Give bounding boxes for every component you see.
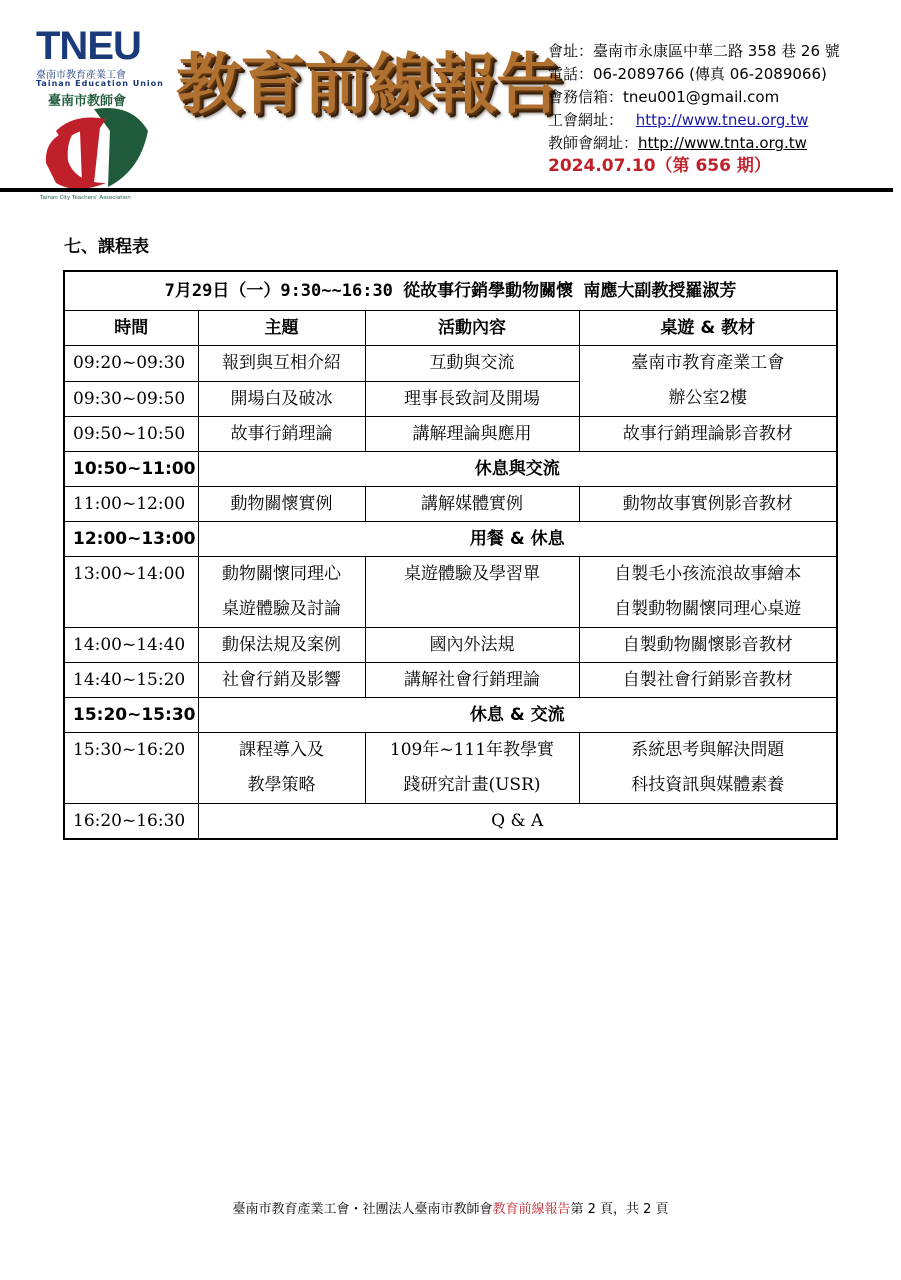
row-merged-label: 休息 & 交流 [198, 698, 837, 733]
row-activity: 講解社會行銷理論 [365, 663, 579, 698]
row-topic [198, 557, 365, 628]
schedule-title-row [64, 271, 837, 311]
svg-text:Tainan City Teachers' Associat: Tainan City Teachers' Association [40, 195, 131, 201]
row-material-line-1: 系統思考與解決問題 [631, 740, 785, 760]
row-time: 14:40~15:20 [64, 663, 198, 698]
union-website-link[interactable]: http://www.tneu.org.tw [635, 111, 809, 129]
logo-chinese-name: 臺南市教育產業工會 [36, 70, 126, 81]
row-activity: 桌遊體驗及學習單 [365, 557, 579, 628]
email-text: 會務信箱：tneu001@gmail.com [548, 88, 780, 106]
row-time: 15:30~16:20 [64, 733, 198, 804]
row-time: 15:20~15:30 [64, 698, 198, 733]
phone-text: 電話：06-2089766 (傳真 06-2089066) [548, 65, 827, 83]
newsletter-banner-title: 教育前線報告 [176, 45, 560, 123]
svg-text:臺南市教師會: 臺南市教師會 [48, 94, 127, 109]
row-material: 自製社會行銷影音教材 [579, 663, 837, 698]
table-row [64, 804, 837, 840]
address-text: 會址：臺南市永康區中華二路 358 巷 26 號 [548, 42, 840, 60]
teachers-website-link[interactable]: http://www.tnta.org.tw [638, 134, 807, 152]
issue-date: 2024.07.10（第 656 期） [548, 156, 771, 176]
header-topic: 主題 [198, 311, 365, 346]
row-topic: 動物關懷實例 [198, 487, 365, 522]
row-activity-line-1: 109年~111年教學實 [389, 740, 555, 760]
row-material: 動物故事實例影音教材 [579, 487, 837, 522]
venue-line-1: 臺南市教育產業工會 [631, 353, 785, 373]
row-material [579, 733, 837, 804]
header-activity: 活動內容 [365, 311, 579, 346]
table-row [64, 417, 837, 452]
table-row [64, 733, 837, 804]
row-time: 13:00~14:00 [64, 557, 198, 628]
row-time: 09:20~09:30 [64, 346, 198, 382]
teachers-website-label: 教師會網址： [548, 134, 639, 152]
table-row [64, 663, 837, 698]
footer-publication: 教育前線報告 [492, 1202, 571, 1217]
table-header-row [64, 311, 837, 346]
row-activity: 講解媒體實例 [365, 487, 579, 522]
page-header [0, 0, 901, 201]
row-topic: 故事行銷理論 [198, 417, 365, 452]
row-activity: 理事長致詞及開場 [365, 381, 579, 417]
row-material-line-1: 自製毛小孩流浪故事繪本 [614, 564, 802, 584]
row-material: 故事行銷理論影音教材 [579, 417, 837, 452]
table-row-break [64, 452, 837, 487]
row-topic-line-2: 教學策略 [247, 775, 316, 795]
row-time: 11:00~12:00 [64, 487, 198, 522]
teachers-association-emblem-icon [36, 91, 154, 203]
table-row-break [64, 522, 837, 557]
course-schedule-table [63, 270, 838, 840]
row-activity: 互動與交流 [365, 346, 579, 382]
table-row [64, 628, 837, 663]
row-material-venue [579, 346, 837, 417]
row-time: 10:50~11:00 [64, 452, 198, 487]
row-activity-line-2: 踐研究計畫(USR) [403, 775, 541, 795]
row-material-line-2: 自製動物關懷同理心桌遊 [614, 599, 802, 619]
page-footer [0, 1198, 901, 1217]
row-time: 12:00~13:00 [64, 522, 198, 557]
footer-page-number: 第 2 頁，共 2 頁 [570, 1202, 669, 1217]
row-time: 09:30~09:50 [64, 381, 198, 417]
row-time: 16:20~16:30 [64, 804, 198, 840]
row-topic: 動保法規及案例 [198, 628, 365, 663]
row-topic-line-1: 動物關懷同理心 [222, 564, 341, 584]
table-row [64, 557, 837, 628]
row-material: 自製動物關懷影音教材 [579, 628, 837, 663]
row-merged-label: 休息與交流 [198, 452, 837, 487]
row-topic: 報到與互相介紹 [198, 346, 365, 382]
row-material-line-2: 科技資訊與媒體素養 [631, 775, 785, 795]
tneu-logo [32, 24, 172, 201]
section-title: 七、課程表 [64, 237, 149, 257]
header-material: 桌遊 & 教材 [579, 311, 837, 346]
header-time: 時間 [64, 311, 198, 346]
row-time: 14:00~14:40 [64, 628, 198, 663]
row-topic: 社會行銷及影響 [198, 663, 365, 698]
logo-wordmark: TNEU [36, 24, 141, 68]
row-topic [198, 733, 365, 804]
header-divider [0, 188, 893, 192]
row-merged-label: 用餐 & 休息 [198, 522, 837, 557]
row-activity [365, 733, 579, 804]
logo-english-name: Tainan Education Union [36, 79, 164, 88]
row-topic: 開場白及破冰 [198, 381, 365, 417]
row-material [579, 557, 837, 628]
row-time: 09:50~10:50 [64, 417, 198, 452]
row-activity: 國內外法規 [365, 628, 579, 663]
row-activity: 講解理論與應用 [365, 417, 579, 452]
union-website [548, 109, 840, 132]
footer-org: 臺南市教育產業工會・社團法人臺南市教師會 [232, 1202, 493, 1217]
row-merged-label: Q & A [198, 804, 837, 840]
venue-line-2: 辦公室2樓 [668, 388, 748, 408]
row-topic-line-2: 桌遊體驗及討論 [222, 599, 341, 619]
table-row-break [64, 698, 837, 733]
table-row [64, 487, 837, 522]
row-topic-line-1: 課程導入及 [239, 740, 324, 760]
union-website-label: 工會網址： [548, 111, 624, 129]
teachers-website [548, 132, 840, 155]
table-row [64, 346, 837, 382]
schedule-title: 7月29日（一）9:30~~16:30 從故事行銷學動物關懷 南應大副教授羅淑芳 [64, 271, 837, 311]
contact-info [548, 40, 840, 178]
